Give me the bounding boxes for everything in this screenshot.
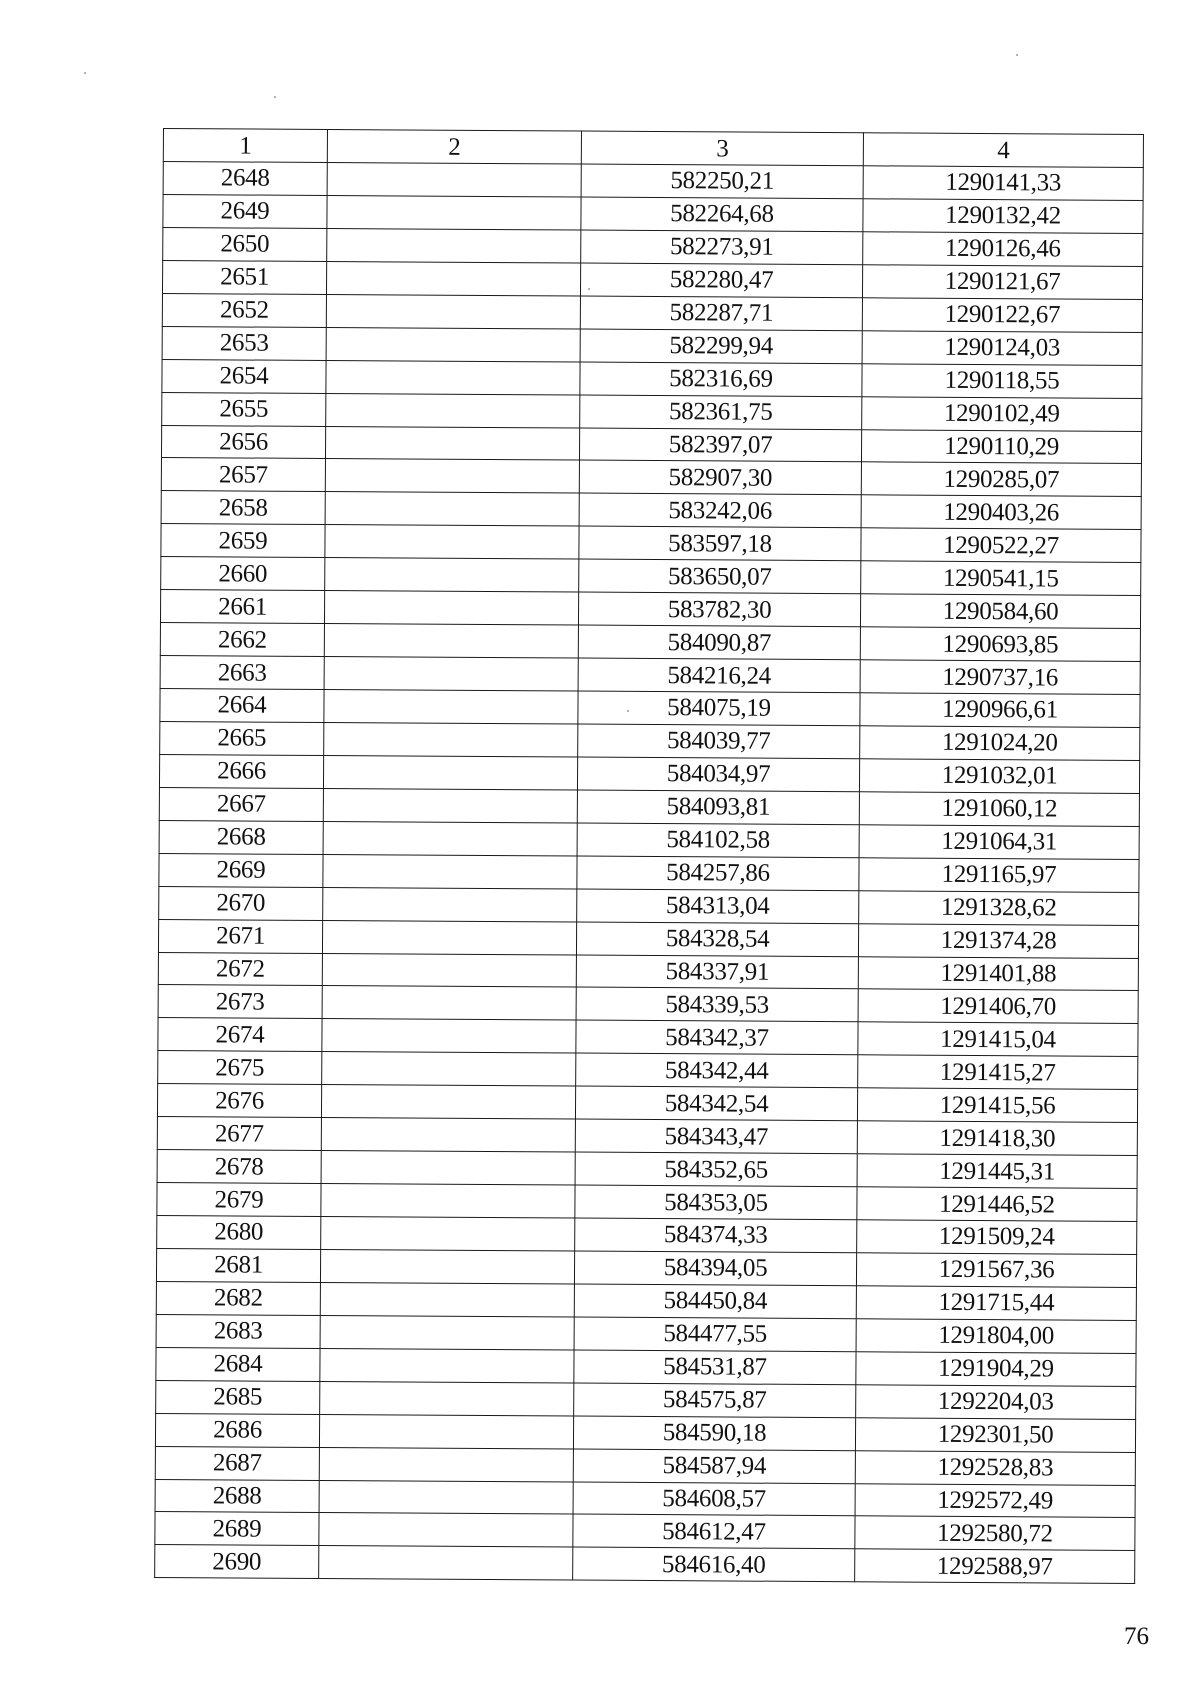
x-coordinate-cell: 583597,18	[579, 526, 861, 561]
point-number-cell: 2674	[158, 1018, 322, 1052]
point-number-cell: 2649	[163, 194, 327, 228]
empty-cell	[322, 920, 576, 954]
x-coordinate-cell: 582361,75	[580, 395, 862, 430]
x-coordinate-cell: 584090,87	[578, 625, 860, 660]
x-coordinate-cell: 584216,24	[578, 658, 860, 693]
point-number-cell: 2672	[158, 952, 322, 986]
y-coordinate-cell: 1290122,67	[862, 298, 1142, 333]
x-coordinate-cell: 584339,53	[576, 987, 858, 1022]
x-coordinate-cell: 583242,06	[579, 493, 861, 528]
empty-cell	[327, 228, 581, 262]
empty-cell	[325, 492, 579, 526]
point-number-cell: 2655	[162, 392, 326, 426]
y-coordinate-cell: 1291445,31	[857, 1154, 1137, 1189]
y-coordinate-cell: 1291401,88	[858, 956, 1138, 991]
x-coordinate-cell: 584353,05	[575, 1185, 857, 1220]
column-header-1: 1	[163, 129, 327, 163]
scan-speck	[84, 72, 86, 74]
y-coordinate-cell: 1290966,61	[860, 693, 1140, 728]
x-coordinate-cell: 584343,47	[575, 1119, 857, 1154]
y-coordinate-cell: 1292301,50	[855, 1417, 1135, 1452]
x-coordinate-cell: 582264,68	[581, 197, 863, 232]
empty-cell	[323, 821, 577, 855]
empty-cell	[322, 953, 576, 987]
y-coordinate-cell: 1291064,31	[859, 825, 1139, 860]
y-coordinate-cell: 1290121,67	[862, 265, 1142, 300]
empty-cell	[323, 788, 577, 822]
x-coordinate-cell: 582907,30	[579, 460, 861, 495]
point-number-cell: 2675	[158, 1051, 322, 1085]
x-coordinate-cell: 584587,94	[573, 1449, 855, 1484]
x-coordinate-cell: 584608,57	[573, 1482, 855, 1517]
y-coordinate-cell: 1290126,46	[863, 232, 1143, 267]
empty-cell	[327, 163, 581, 197]
empty-cell	[320, 1348, 574, 1382]
y-coordinate-cell: 1291024,20	[860, 726, 1140, 761]
point-number-cell: 2662	[160, 623, 324, 657]
y-coordinate-cell: 1291060,12	[859, 792, 1139, 827]
point-number-cell: 2685	[156, 1380, 320, 1414]
point-number-cell: 2648	[163, 162, 327, 196]
point-number-cell: 2684	[156, 1347, 320, 1381]
x-coordinate-cell: 584257,86	[577, 856, 859, 891]
y-coordinate-cell: 1290522,27	[861, 528, 1141, 563]
point-number-cell: 2680	[157, 1215, 321, 1249]
y-coordinate-cell: 1291415,04	[858, 1022, 1138, 1057]
y-coordinate-cell: 1290124,03	[862, 330, 1142, 365]
point-number-cell: 2670	[159, 886, 323, 920]
point-number-cell: 2665	[160, 721, 324, 755]
y-coordinate-cell: 1291415,27	[858, 1055, 1138, 1090]
x-coordinate-cell: 584450,84	[574, 1284, 856, 1319]
y-coordinate-cell: 1291567,36	[856, 1253, 1136, 1288]
point-number-cell: 2679	[157, 1183, 321, 1217]
point-number-cell: 2677	[157, 1117, 321, 1151]
empty-cell	[325, 558, 579, 592]
x-coordinate-cell: 582287,71	[580, 296, 862, 331]
empty-cell	[322, 986, 576, 1020]
y-coordinate-cell: 1292572,49	[855, 1483, 1135, 1518]
y-coordinate-cell: 1290584,60	[860, 594, 1140, 629]
empty-cell	[320, 1249, 574, 1283]
x-coordinate-cell: 584093,81	[577, 790, 859, 825]
empty-cell	[320, 1381, 574, 1415]
point-number-cell: 2667	[159, 787, 323, 821]
x-coordinate-cell: 584477,55	[574, 1317, 856, 1352]
empty-cell	[326, 393, 580, 427]
y-coordinate-cell: 1291032,01	[859, 759, 1139, 794]
point-number-cell: 2688	[155, 1479, 319, 1513]
y-coordinate-cell: 1290110,29	[861, 429, 1141, 464]
point-number-cell: 2652	[162, 293, 326, 327]
empty-cell	[319, 1513, 573, 1547]
empty-cell	[319, 1414, 573, 1448]
point-number-cell: 2681	[156, 1248, 320, 1282]
table-body	[155, 162, 1144, 1584]
empty-cell	[319, 1447, 573, 1481]
x-coordinate-cell: 584612,47	[573, 1514, 855, 1549]
point-number-cell: 2678	[157, 1150, 321, 1184]
point-number-cell: 2663	[160, 656, 324, 690]
point-number-cell: 2668	[159, 820, 323, 854]
empty-cell	[327, 195, 581, 229]
x-coordinate-cell: 584575,87	[574, 1383, 856, 1418]
empty-cell	[326, 261, 580, 295]
point-number-cell: 2651	[162, 260, 326, 294]
point-number-cell: 2656	[161, 425, 325, 459]
x-coordinate-cell: 582273,91	[581, 230, 863, 265]
point-number-cell: 2690	[155, 1545, 319, 1579]
x-coordinate-cell: 582250,21	[581, 164, 863, 199]
empty-cell	[323, 887, 577, 921]
empty-cell	[319, 1480, 573, 1514]
y-coordinate-cell: 1291715,44	[856, 1286, 1136, 1321]
point-number-cell: 2669	[159, 853, 323, 887]
y-coordinate-cell: 1292204,03	[856, 1384, 1136, 1419]
point-number-cell: 2650	[163, 227, 327, 261]
x-coordinate-cell: 584394,05	[574, 1251, 856, 1286]
empty-cell	[323, 854, 577, 888]
table-row	[155, 1545, 1135, 1584]
x-coordinate-cell: 583782,30	[578, 592, 860, 627]
empty-cell	[326, 294, 580, 328]
point-number-cell: 2664	[160, 688, 324, 722]
y-coordinate-cell: 1291509,24	[857, 1220, 1137, 1255]
point-number-cell: 2683	[156, 1314, 320, 1348]
x-coordinate-cell: 584374,33	[575, 1218, 857, 1253]
column-header-4: 4	[863, 133, 1143, 168]
empty-cell	[325, 426, 579, 460]
point-number-cell: 2657	[161, 458, 325, 492]
point-number-cell: 2658	[161, 491, 325, 525]
empty-cell	[326, 327, 580, 361]
x-coordinate-cell: 584352,65	[575, 1152, 857, 1187]
x-coordinate-cell: 584102,58	[577, 823, 859, 858]
y-coordinate-cell: 1290132,42	[863, 199, 1143, 234]
point-number-cell: 2660	[161, 557, 325, 591]
empty-cell	[321, 1085, 575, 1119]
empty-cell	[323, 755, 577, 789]
y-coordinate-cell: 1291406,70	[858, 989, 1138, 1024]
point-number-cell: 2673	[158, 985, 322, 1019]
x-coordinate-cell: 584342,37	[576, 1020, 858, 1055]
x-coordinate-cell: 584531,87	[574, 1350, 856, 1385]
empty-cell	[321, 1216, 575, 1250]
y-coordinate-cell: 1290141,33	[863, 166, 1143, 201]
x-coordinate-cell: 584039,77	[578, 724, 860, 759]
y-coordinate-cell: 1291415,56	[857, 1088, 1137, 1123]
y-coordinate-cell: 1290541,15	[861, 561, 1141, 596]
empty-cell	[319, 1546, 573, 1580]
point-number-cell: 2682	[156, 1281, 320, 1315]
empty-cell	[324, 657, 578, 691]
scan-speck	[1016, 54, 1018, 56]
coordinates-table	[154, 128, 1144, 1584]
empty-cell	[321, 1184, 575, 1218]
y-coordinate-cell: 1291328,62	[859, 890, 1139, 925]
x-coordinate-cell: 582299,94	[580, 329, 862, 364]
page-number: 76	[1124, 1623, 1149, 1650]
empty-cell	[320, 1282, 574, 1316]
y-coordinate-cell: 1290118,55	[862, 363, 1142, 398]
x-coordinate-cell: 584616,40	[573, 1547, 855, 1582]
empty-cell	[322, 1052, 576, 1086]
empty-cell	[326, 360, 580, 394]
x-coordinate-cell: 582316,69	[580, 362, 862, 397]
empty-cell	[324, 624, 578, 658]
y-coordinate-cell: 1291374,28	[858, 923, 1138, 958]
empty-cell	[324, 689, 578, 723]
point-number-cell: 2666	[159, 754, 323, 788]
x-coordinate-cell: 582397,07	[579, 428, 861, 463]
point-number-cell: 2671	[158, 919, 322, 953]
y-coordinate-cell: 1291446,52	[857, 1187, 1137, 1222]
x-coordinate-cell: 584342,44	[576, 1053, 858, 1088]
x-coordinate-cell: 584313,04	[577, 889, 859, 924]
empty-cell	[324, 591, 578, 625]
point-number-cell: 2687	[155, 1446, 319, 1480]
y-coordinate-cell: 1290737,16	[860, 660, 1140, 695]
empty-cell	[325, 525, 579, 559]
y-coordinate-cell: 1291804,00	[856, 1319, 1136, 1354]
x-coordinate-cell: 584342,54	[575, 1086, 857, 1121]
column-header-2: 2	[327, 130, 581, 165]
scan-speck	[274, 96, 276, 98]
y-coordinate-cell: 1292588,97	[855, 1549, 1135, 1584]
x-coordinate-cell: 583650,07	[579, 559, 861, 594]
point-number-cell: 2659	[161, 524, 325, 558]
y-coordinate-cell: 1292528,83	[855, 1450, 1135, 1485]
y-coordinate-cell: 1292580,72	[855, 1516, 1135, 1551]
y-coordinate-cell: 1291904,29	[856, 1352, 1136, 1387]
x-coordinate-cell: 584337,91	[576, 955, 858, 990]
x-coordinate-cell: 584034,97	[577, 757, 859, 792]
y-coordinate-cell: 1290102,49	[862, 396, 1142, 431]
empty-cell	[322, 1019, 576, 1053]
point-number-cell: 2661	[160, 590, 324, 624]
point-number-cell: 2654	[162, 359, 326, 393]
y-coordinate-cell: 1290403,26	[861, 495, 1141, 530]
y-coordinate-cell: 1291418,30	[857, 1121, 1137, 1156]
empty-cell	[321, 1118, 575, 1152]
point-number-cell: 2689	[155, 1512, 319, 1546]
empty-cell	[321, 1151, 575, 1185]
point-number-cell: 2676	[157, 1084, 321, 1118]
empty-cell	[325, 459, 579, 493]
x-coordinate-cell: 582280,47	[580, 263, 862, 298]
column-header-3: 3	[581, 131, 863, 166]
point-number-cell: 2686	[155, 1413, 319, 1447]
x-coordinate-cell: 584590,18	[573, 1416, 855, 1451]
x-coordinate-cell: 584075,19	[578, 691, 860, 726]
y-coordinate-cell: 1290285,07	[861, 462, 1141, 497]
y-coordinate-cell: 1290693,85	[860, 627, 1140, 662]
empty-cell	[324, 722, 578, 756]
x-coordinate-cell: 584328,54	[576, 922, 858, 957]
point-number-cell: 2653	[162, 326, 326, 360]
y-coordinate-cell: 1291165,97	[859, 857, 1139, 892]
empty-cell	[320, 1315, 574, 1349]
